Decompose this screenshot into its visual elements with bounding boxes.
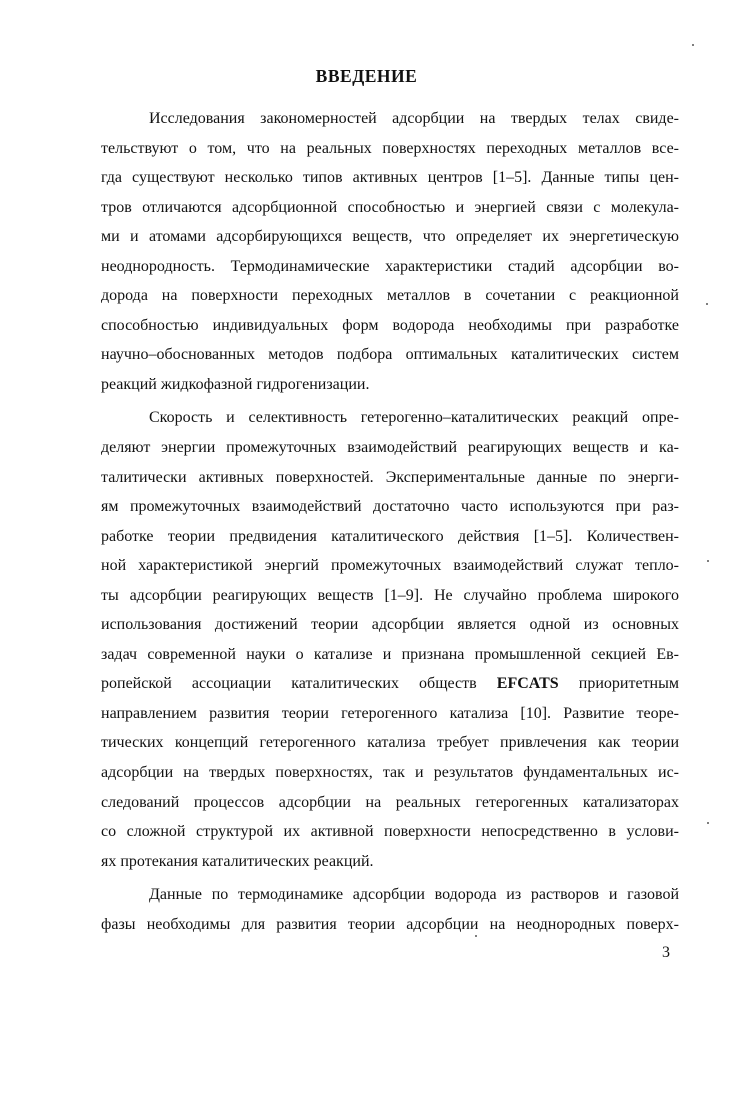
text-line: научно–обоснованных методов подбора оптимальных каталитических систем [101, 346, 679, 364]
text-line: Скорость и селективность гетерогенно–каталитических реакций опре- [149, 409, 679, 427]
text-line: адсорбции на твердых поверхностях, так и результатов фундаментальных ис- [101, 764, 679, 782]
paragraph-2 [101, 403, 679, 876]
scan-speck [707, 822, 709, 824]
text-line: дорода на поверхности переходных металлов в сочетании с реакционной [101, 287, 679, 305]
scan-speck [706, 303, 708, 305]
text-line: фазы необходимы для развития теории адсорбции на неоднородных поверх- [101, 915, 679, 933]
text-line: реакций жидкофазной гидрогенизации. [101, 375, 370, 393]
scan-speck [707, 560, 709, 562]
efcats-acronym: EFCATS [496, 675, 559, 693]
text-line: талитически активных поверхностей. Экспериментальные данные по энерги- [101, 468, 679, 486]
text-line: тических концепций гетерогенного катализа требует привлечения как теории [101, 734, 679, 752]
text-line: со сложной структурой их активной поверхности непосредственно в услови- [101, 823, 679, 841]
scan-speck [475, 935, 477, 937]
text-line: Исследования закономерностей адсорбции на твердых телах свиде- [149, 110, 679, 127]
text-line: способностью индивидуальных форм водорода необходимы при разработке [101, 316, 679, 334]
text-line: задач современной науки о катализе и признана промышленной секцией Ев- [101, 645, 679, 663]
text-line: ной характеристикой энергий промежуточных взаимодействий служат тепло- [101, 557, 679, 575]
text-line: направлением развития теории гетерогенного катализа [10]. Развитие теоре- [101, 704, 679, 722]
scan-speck [692, 44, 694, 46]
page-number: 3 [662, 944, 670, 961]
text-line: Данные по термодинамике адсорбции водорода из растворов и газовой [149, 886, 679, 904]
text-line: использования достижений теории адсорбции является одной из основных [101, 616, 679, 634]
text-line: работке теории предвидения каталитического действия [1–5]. Количествен- [101, 527, 679, 545]
text-line: гда существуют несколько типов активных центров [1–5]. Данные типы цен- [101, 169, 679, 187]
text-segment: приоритетным [558, 675, 679, 693]
page-title: ВВЕДЕНИЕ [315, 66, 418, 86]
paragraph-3 [101, 880, 679, 939]
paragraph-1 [101, 104, 679, 399]
text-line: тров отличаются адсорбционной способностью и энергией связи с молекула- [101, 198, 679, 216]
text-line: ты адсорбции реагирующих веществ [1–9]. Не случайно проблема широкого [101, 586, 679, 604]
text-line: деляют энергии промежуточных взаимодействий реагирующих веществ и ка- [101, 439, 679, 457]
text-line: ми и атомами адсорбирующихся веществ, что определяет их энергетическую [101, 228, 679, 246]
text-line: тельствуют о том, что на реальных поверхностях переходных металлов все- [101, 139, 679, 157]
text-segment: ропейской ассоциации каталитических обществ [101, 675, 497, 693]
text-line: неоднородность. Термодинамические характеристики стадий адсорбции во- [101, 257, 679, 275]
text-line-with-bold [101, 669, 679, 699]
body-text [101, 104, 679, 939]
text-line: ям промежуточных взаимодействий достаточно часто используются при раз- [101, 498, 679, 516]
text-line: ях протекания каталитических реакций. [101, 852, 374, 870]
text-line: следований процессов адсорбции на реальных гетерогенных катализаторах [101, 793, 679, 811]
